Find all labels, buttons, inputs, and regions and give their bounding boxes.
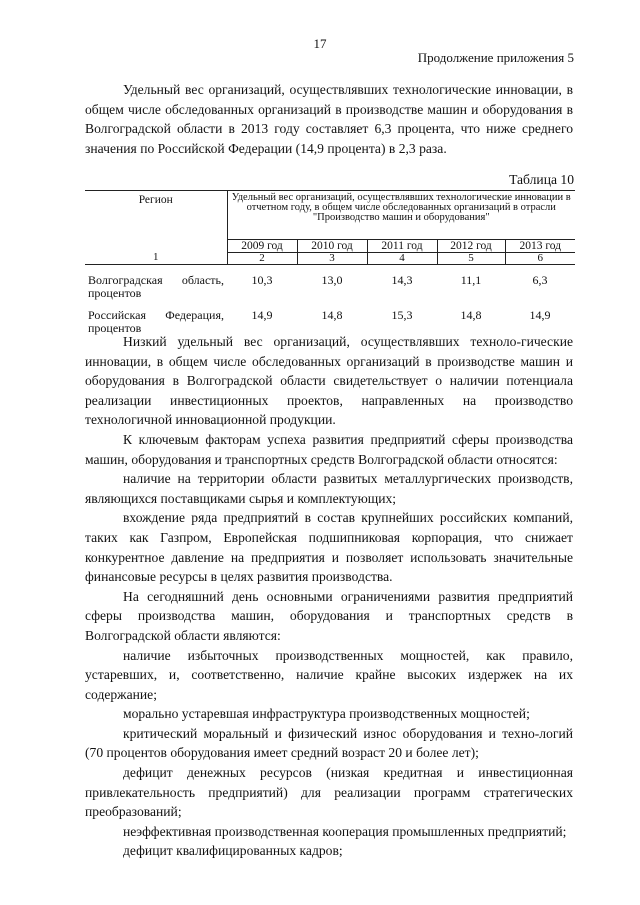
- paragraph: На сегодняшний день основными ограничениями развития предприятий сферы производства машин, оборудования и транспортных средств в Волгоградской области являются:: [85, 588, 573, 643]
- year-header-2009: 2009 год: [227, 239, 297, 252]
- value-cell: 14,9: [251, 307, 273, 322]
- paragraph: К ключевым факторам успеха развития предприятий сферы производства машин, оборудования и транспортных средств Волгоградской области относятся:: [85, 431, 573, 467]
- column-number: 2: [227, 252, 297, 264]
- table-caption: Таблица 10: [509, 172, 574, 187]
- list-item: наличие избыточных производственных мощностей, как правило, устаревших, и, соответственно, наличие крайне высоких издержек на их содержание;: [85, 647, 573, 702]
- value-cell: 6,3: [532, 272, 548, 287]
- value-cell: 14,9: [529, 307, 551, 322]
- value-cell: 14,3: [391, 272, 413, 287]
- appendix-label: Продолжение приложения 5: [417, 50, 574, 65]
- region-name: Российская Федерация, процентов: [88, 307, 224, 335]
- list-item: неэффективная производственная кооперация промышленных предприятий;: [123, 823, 567, 839]
- intro-paragraph: Удельный вес организаций, осуществлявших технологические инновации, в общем числе обследованных организаций в производстве машин и оборудования в Волгоградской области в 2013 году составляет 6,3 процента, что ниже среднего значения по Российской Федерации (14,9 процента) в 2,3 раза.: [85, 82, 573, 156]
- region-column-header: Регион: [85, 191, 227, 240]
- innovation-table: [85, 190, 575, 335]
- region-name: Волгоградская область, процентов: [88, 272, 224, 300]
- column-number: 5: [437, 252, 505, 264]
- list-item: дефицит квалифицированных кадров;: [123, 843, 343, 859]
- value-cell: 14,8: [321, 307, 343, 322]
- list-item: наличие на территории области развитых металлургических производств, являющихся поставщиками сырья и комплектующих;: [85, 471, 573, 506]
- year-header-2012: 2012 год: [437, 239, 505, 252]
- column-number: 3: [297, 252, 367, 264]
- list-item: критический моральный и физический износ оборудования и техно-логий (70 процентов оборудования имеет средний возраст 20 и более лет);: [85, 725, 573, 761]
- column-number: 6: [505, 252, 575, 264]
- value-cell: 13,0: [321, 272, 343, 287]
- list-item: дефицит денежных ресурсов (низкая кредитная и инвестиционная привлекательность предприятий) для реализации программ стратегических преобразований;: [85, 765, 573, 820]
- table-row: [85, 264, 575, 300]
- year-header-2011: 2011 год: [367, 239, 437, 252]
- column-number: 4: [367, 252, 437, 264]
- column-number: 1: [85, 252, 227, 264]
- list-item: морально устаревшая инфраструктура производственных мощностей;: [123, 706, 530, 722]
- page-number: 17: [313, 36, 327, 51]
- paragraph: Низкий удельный вес организаций, осуществлявших техноло-гические инновации, в общем числе обследованных организаций в производстве машин и оборудования в Волгоградской области свидетельствует о наличии потенциала реализации инвестиционных проектов, направленных на производство технологичной инновационной продукции.: [85, 334, 573, 428]
- value-cell: 14,8: [460, 307, 482, 322]
- value-cell: 10,3: [251, 272, 273, 287]
- intro-section: [85, 80, 573, 158]
- list-item: вхождение ряда предприятий в состав крупнейших российских компаний, таких как Газпром, Европейская подшипниковая корпорация, что снижает конкурентное давление на предприятия и позволяет использовать значительные финансовые ресурсы в целях развития производства.: [85, 510, 573, 585]
- year-header-2013: 2013 год: [505, 239, 575, 252]
- share-group-header: Удельный вес организаций, осуществлявших технологические инновации в отчетном году, в общем числе обследованных организаций в отрасли "Производство машин и оборудования": [227, 191, 575, 240]
- value-cell: 11,1: [460, 272, 482, 287]
- column-number-row: [85, 252, 575, 264]
- main-text: [85, 332, 573, 861]
- year-header-2010: 2010 год: [297, 239, 367, 252]
- table-row: [85, 300, 575, 335]
- value-cell: 15,3: [391, 307, 413, 322]
